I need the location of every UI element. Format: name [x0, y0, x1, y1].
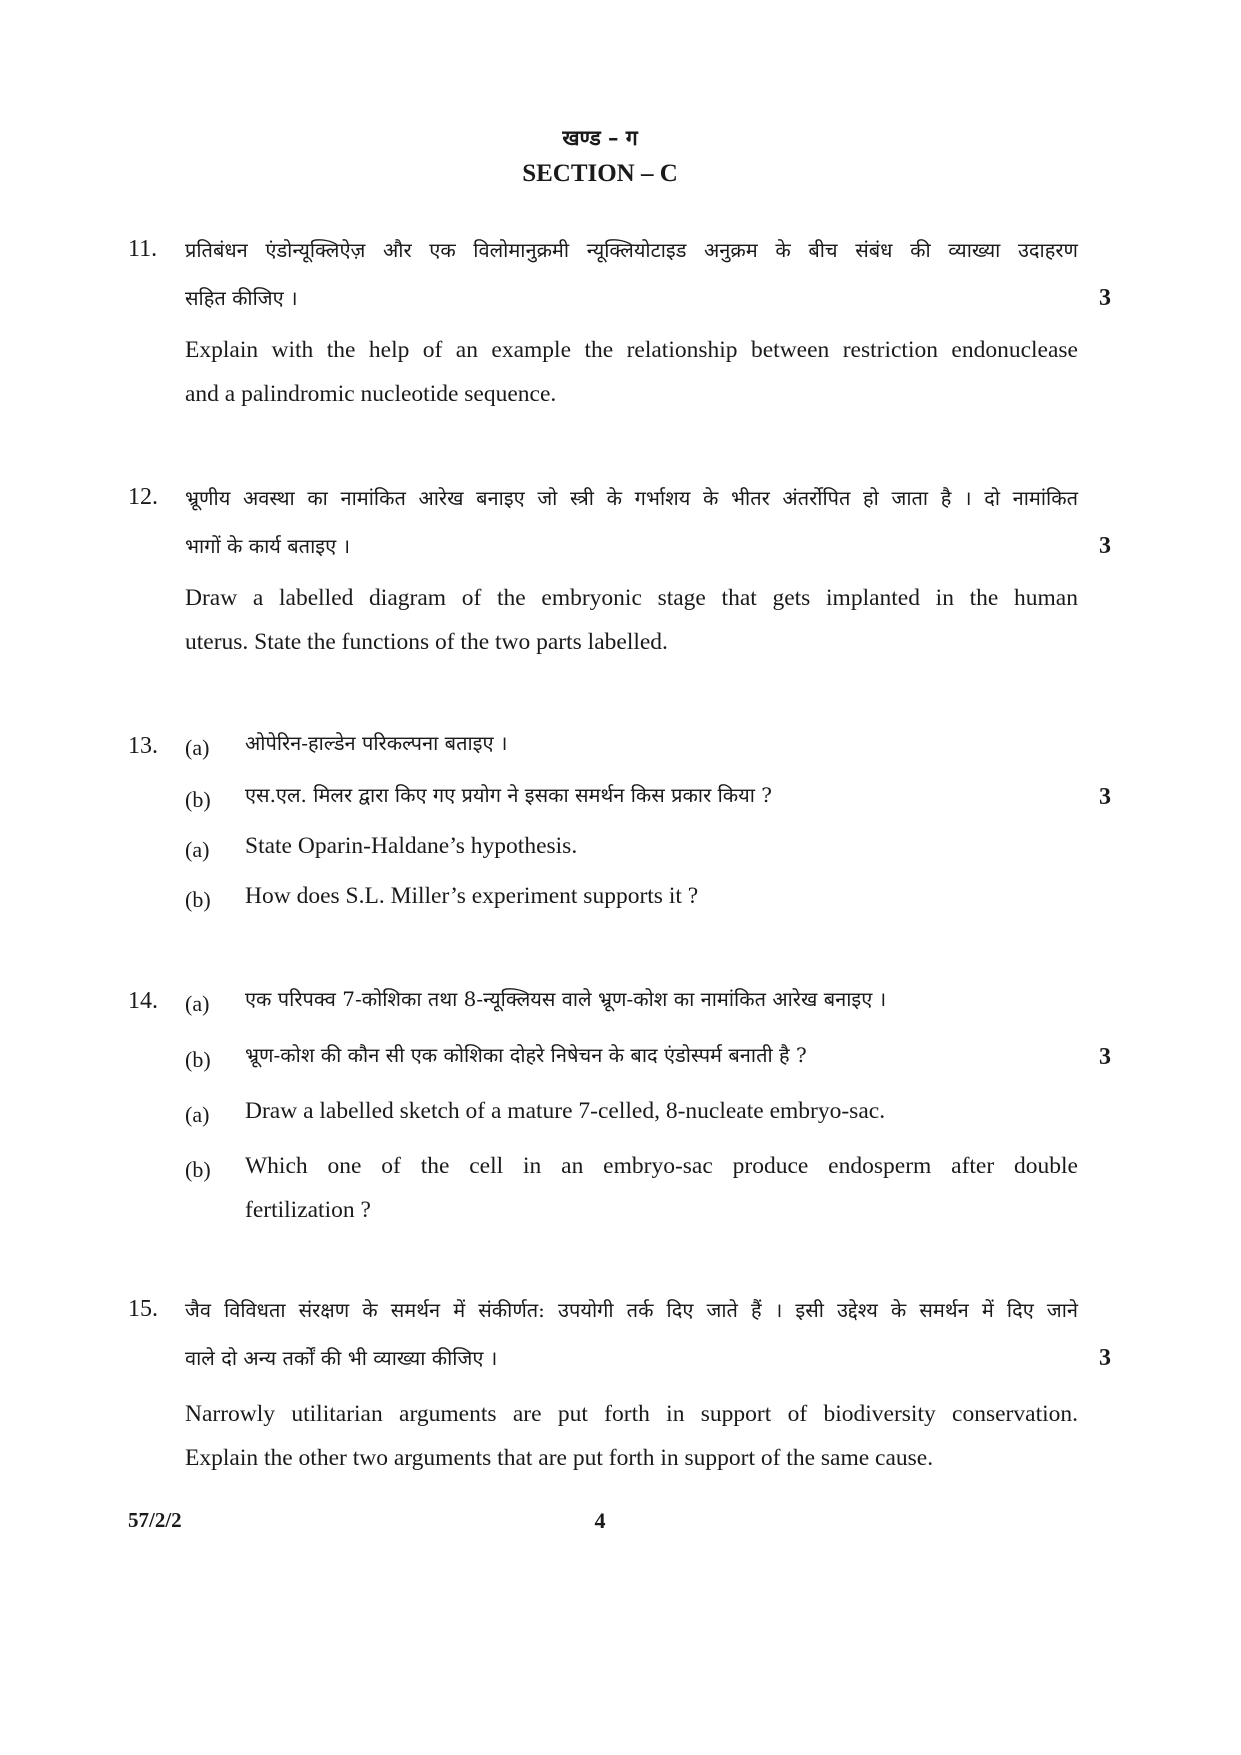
question-number: 11.: [128, 236, 158, 262]
part-b-label: (b): [185, 887, 211, 912]
marks: 3: [1099, 1044, 1111, 1070]
marks: 3: [1099, 1345, 1111, 1371]
question-english-line1: Explain with the help of an example the relationship between restriction endonuclease: [185, 337, 1078, 363]
part-b-english: How does S.L. Miller’s experiment supports it ?: [245, 883, 699, 909]
part-a-label: (a): [185, 837, 210, 862]
part-b-hindi: एस.एल. मिलर द्वारा किए गए प्रयोग ने इसका समर्थन किस प्रकार किया ?: [245, 783, 773, 807]
part-a-english: Draw a labelled sketch of a mature 7-celled, 8-nucleate embryo-sac.: [245, 1098, 886, 1124]
question-hindi-line2: भागों के कार्य बताइए ।: [185, 534, 351, 558]
question-english-line2: and a palindromic nucleotide sequence.: [185, 381, 557, 407]
part-a-label: (a): [185, 1102, 210, 1127]
question-hindi-line1: भ्रूणीय अवस्था का नामांकित आरेख बनाइए जो स्त्री के गर्भाशय के भीतर अंतर्रोपित हो जाता है । दो नामांकित: [185, 486, 1078, 510]
part-b-hindi: भ्रूण-कोश की कौन सी एक कोशिका दोहरे निषेचन के बाद एंडोस्पर्म बनाती है ?: [245, 1043, 807, 1067]
part-b-english-line2: fertilization ?: [245, 1197, 371, 1223]
question-english-line2: Explain the other two arguments that are put forth in support of the same cause.: [185, 1445, 934, 1471]
question-english-line2: uterus. State the functions of the two parts labelled.: [185, 629, 668, 655]
section-heading-english: SECTION – C: [522, 160, 678, 187]
question-hindi-line1: प्रतिबंधन एंडोन्यूक्लिऐज़ और एक विलोमानुक्रमी न्यूक्लियोटाइड अनुक्रम के बीच संबंध की व्याख्या उदाहरण: [185, 238, 1078, 262]
part-a-label: (a): [185, 991, 210, 1016]
question-number: 14.: [128, 988, 158, 1014]
question-hindi-line2: सहित कीजिए ।: [185, 286, 298, 310]
section-heading-hindi: खण्ड – ग: [562, 125, 638, 150]
question-number: 15.: [128, 1296, 158, 1322]
marks: 3: [1099, 285, 1111, 311]
marks: 3: [1099, 533, 1111, 559]
question-number: 13.: [128, 733, 158, 759]
marks: 3: [1099, 784, 1111, 810]
page-number: 4: [594, 1508, 606, 1533]
part-b-label: (b): [185, 1157, 211, 1182]
part-a-hindi: एक परिपक्व 7-कोशिका तथा 8-न्यूक्लियस वाले भ्रूण-कोश का नामांकित आरेख बनाइए ।: [245, 987, 887, 1011]
question-english-line1: Draw a labelled diagram of the embryonic stage that gets implanted in the human: [185, 585, 1078, 611]
part-a-english: State Oparin-Haldane’s hypothesis.: [245, 833, 578, 859]
part-a-label: (a): [185, 735, 210, 760]
paper-code: 57/2/2: [128, 1508, 182, 1532]
part-b-label: (b): [185, 787, 211, 812]
question-hindi-line2: वाले दो अन्य तर्कों की भी व्याख्या कीजिए ।: [185, 1346, 498, 1370]
part-b-english-line1: Which one of the cell in an embryo-sac produce endosperm after double: [245, 1153, 1078, 1179]
question-hindi-line1: जैव विविधता संरक्षण के समर्थन में संकीर्णत: उपयोगी तर्क दिए जाते हैं । इसी उद्देश्य के समर्थन में दिए जाने: [185, 1298, 1078, 1322]
question-number: 12.: [128, 484, 158, 510]
part-a-hindi: ओपेरिन-हाल्डेन परिकल्पना बताइए ।: [245, 731, 508, 755]
part-b-label: (b): [185, 1047, 211, 1072]
question-english-line1: Narrowly utilitarian arguments are put forth in support of biodiversity conservation.: [185, 1401, 1078, 1427]
